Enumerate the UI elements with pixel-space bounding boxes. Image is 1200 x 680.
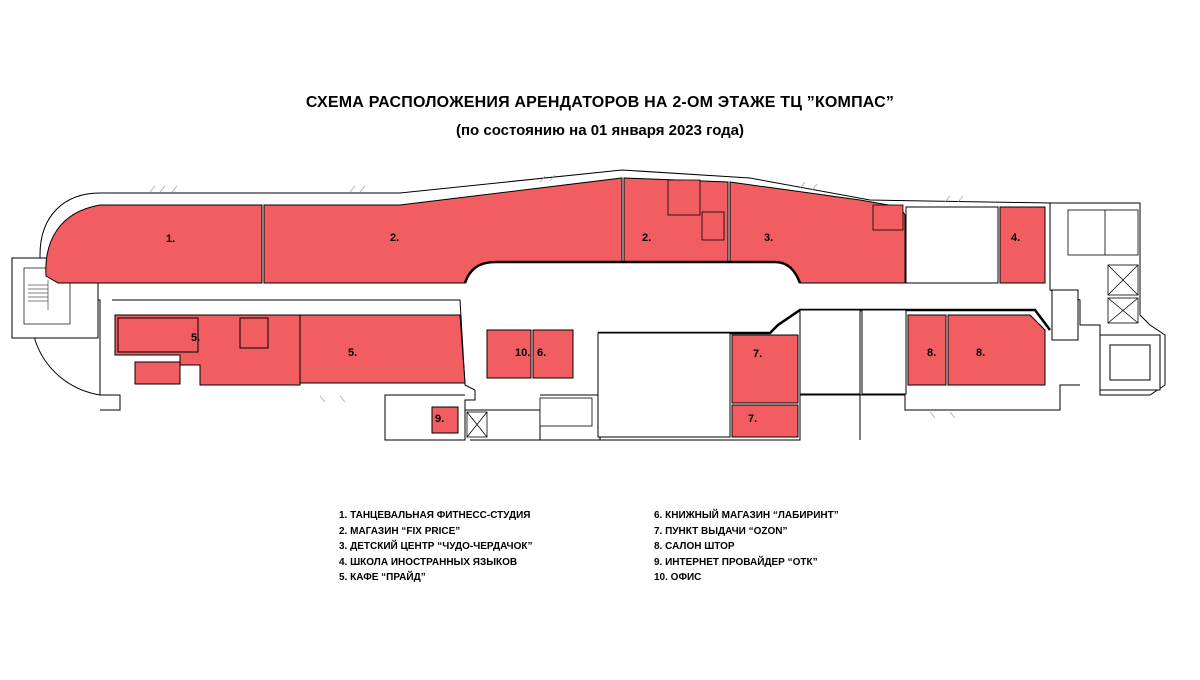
service-room-east: [1052, 290, 1078, 340]
unit-8-east: [948, 315, 1045, 385]
restrooms: [1068, 210, 1138, 255]
legend-item: 1. ТАНЦЕВАЛЬНАЯ ФИТНЕСС-СТУДИЯ: [339, 510, 531, 521]
legend-left: [339, 508, 532, 586]
room-label-5a: 5.: [191, 332, 201, 344]
stair-block-center: [540, 398, 592, 426]
room-label-2b: 2.: [642, 232, 652, 244]
unit-7-north: [732, 335, 798, 403]
unit-vacant-mid: [800, 310, 860, 394]
room-label-8b: 8.: [976, 347, 986, 359]
room-label-5b: 5.: [348, 347, 358, 359]
unit-vacant-large: [598, 333, 730, 437]
legend-right: [654, 508, 839, 586]
legend-item: 10. ОФИС: [654, 572, 702, 583]
unit-1: [46, 205, 262, 283]
unit-5-inner-room: [118, 318, 201, 352]
room-label-3: 3.: [764, 232, 774, 244]
room-label-9: 9.: [435, 413, 445, 425]
legend-item: 6. КНИЖНЫЙ МАГАЗИН “ЛАБИРИНТ”: [654, 510, 839, 521]
corridor-wall-north: [465, 262, 800, 283]
legend-item: 9. ИНТЕРНЕТ ПРОВАЙДЕР “ОТК”: [654, 556, 818, 568]
unit-5-east: [300, 315, 465, 383]
legend-item: 2. МАГАЗИН “FIX PRICE”: [339, 525, 461, 537]
unit-3: [730, 182, 905, 283]
room-label-2a: 2.: [390, 232, 400, 244]
legend-item: 8. САЛОН ШТОР: [654, 541, 735, 552]
legend-item: 5. КАФЕ “ПРАЙД”: [339, 572, 426, 583]
room-label-7a: 7.: [753, 348, 763, 360]
room-label-1: 1.: [166, 233, 176, 245]
unit-2-west: [264, 178, 622, 283]
page-title: СХЕМА РАСПОЛОЖЕНИЯ АРЕНДАТОРОВ НА 2-ОМ ЭТАЖЕ ТЦ ”КОМПАС”: [305, 94, 895, 111]
room-label-4: 4.: [1011, 232, 1021, 244]
room-label-6: 6.: [537, 347, 547, 359]
unit-4: [1000, 207, 1045, 283]
legend-item: 4. ШКОЛА ИНОСТРАННЫХ ЯЗЫКОВ: [339, 556, 518, 568]
legend-item: 7. ПУНКТ ВЫДАЧИ “OZON”: [654, 525, 788, 537]
legend-item: 3. ДЕТСКИЙ ЦЕНТР “ЧУДО-ЧЕРДАЧОК”: [339, 541, 533, 552]
unit-vacant-small: [862, 310, 906, 394]
unit-7-south: [732, 405, 798, 437]
room-label-7b: 7.: [748, 413, 758, 425]
page-subtitle: (по состоянию на 01 января 2023 года): [455, 122, 745, 139]
room-label-10: 10.: [515, 347, 531, 359]
room-label-8a: 8.: [927, 347, 937, 359]
unit-vacant-north: [906, 207, 998, 283]
